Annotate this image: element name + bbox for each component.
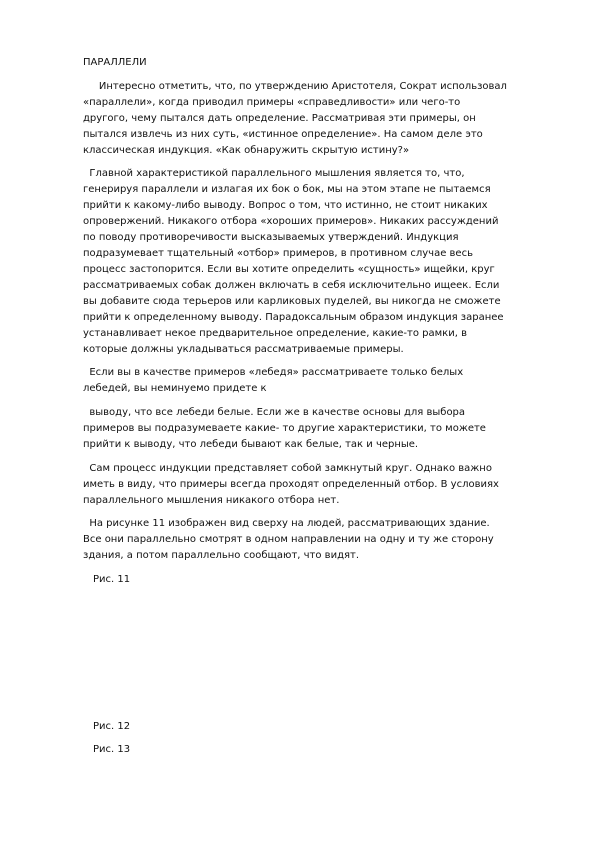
paragraph-2-line: которые должны укладываться рассматриваемые примеры. xyxy=(83,344,404,355)
paragraph-2-line: генерируя параллели и излагая их бок о бок, мы на этом этапе не пытаемся xyxy=(83,184,491,195)
paragraph-2-line: процесс застопорится. Если вы хотите определить «сущность» ищейки, круг xyxy=(83,264,495,275)
document-title: ПАРАЛЛЕЛИ xyxy=(83,57,147,68)
figure-caption-13: Рис. 13 xyxy=(93,744,131,755)
paragraph-1-line: пытался извлечь из них суть, «истинное определение». На самом деле это xyxy=(83,129,483,140)
paragraph-1-line: «параллели», когда приводил примеры «справедливости» или чего-то xyxy=(83,97,461,108)
paragraph-4-line: примеров вы подразумеваете какие- то другие характеристики, то можете xyxy=(83,423,486,434)
paragraph-2-line: подразумевает тщательный «отбор» примеров, в противном случае весь xyxy=(83,248,473,259)
paragraph-3-line: Если вы в качестве примеров «лебедя» рассматриваете только белых xyxy=(83,367,464,378)
paragraph-6-line: На рисунке 11 изображен вид сверху на людей, рассматривающих здание. xyxy=(83,518,490,529)
figure-caption-11: Рис. 11 xyxy=(93,574,131,585)
paragraph-2-line: по поводу противоречивости высказываемых утверждений. Индукция xyxy=(83,232,459,243)
paragraph-4-line: выводу, что все лебеди белые. Если же в качестве основы для выбора xyxy=(83,407,466,418)
paragraph-6-line: Все они параллельно смотрят в одном направлении на одну и ту же сторону xyxy=(83,534,494,545)
paragraph-2-line: опровержений. Никакого отбора «хороших примеров». Никаких рассуждений xyxy=(83,216,499,227)
figure-caption-12: Рис. 12 xyxy=(93,721,131,732)
paragraph-1-line: Интересно отметить, что, по утверждению Аристотеля, Сократ использовал xyxy=(83,81,507,92)
paragraph-3-line: лебедей, вы неминуемо придете к xyxy=(83,383,267,394)
paragraph-6-line: здания, а потом параллельно сообщают, что видят. xyxy=(83,550,360,561)
paragraph-2-line: прийти к определенному выводу. Парадоксальным образом индукция заранее xyxy=(83,312,504,323)
paragraph-2-line: Главной характеристикой параллельного мышления является то, что, xyxy=(83,168,465,179)
paragraph-2-line: устанавливает некое предварительное определение, какие-то рамки, в xyxy=(83,328,467,339)
paragraph-2-line: вы добавите сюда терьеров или карликовых пуделей, вы никогда не сможете xyxy=(83,296,501,307)
paragraph-2-line: рассматриваемых собак должен включать в себя исключительно ищеек. Если xyxy=(83,280,500,291)
paragraph-4-line: прийти к выводу, что лебеди бывают как белые, так и черные. xyxy=(83,439,419,450)
paragraph-5-line: Сам процесс индукции представляет собой замкнутый круг. Однако важно xyxy=(83,463,492,474)
paragraph-1-line: классическая индукция. «Как обнаружить скрытую истину?» xyxy=(83,145,410,156)
paragraph-2-line: прийти к какому-либо выводу. Вопрос о том, что истинно, не стоит никаких xyxy=(83,200,488,211)
paragraph-5-line: иметь в виду, что примеры всегда проходят определенный отбор. В условиях xyxy=(83,479,499,490)
paragraph-5-line: параллельного мышления никакого отбора нет. xyxy=(83,495,340,506)
paragraph-1-line: другого, чему пытался дать определение. Рассматривая эти примеры, он xyxy=(83,113,476,124)
